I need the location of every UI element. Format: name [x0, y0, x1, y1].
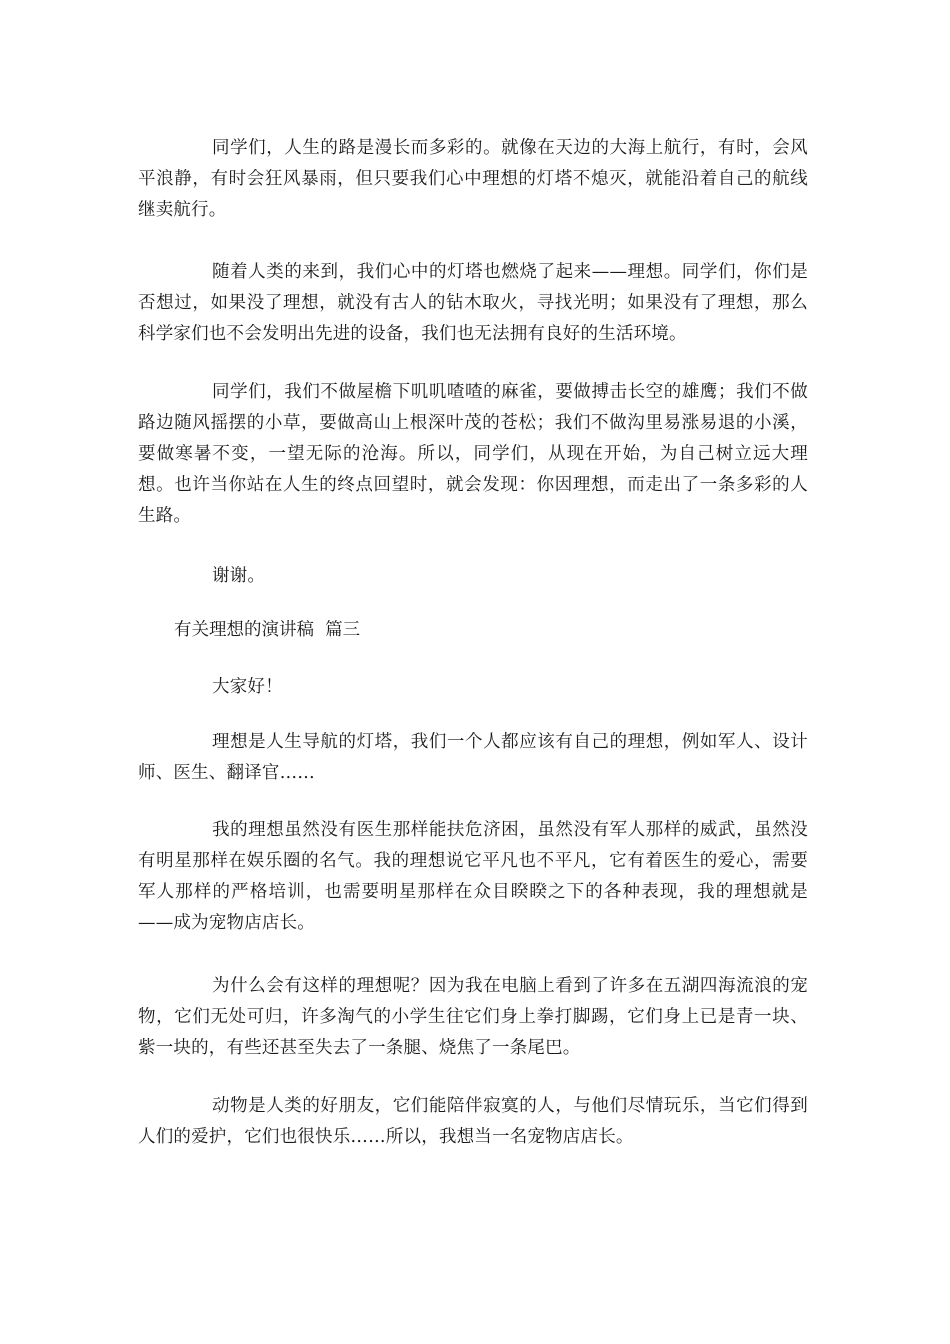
paragraph: 随着人类的来到，我们心中的灯塔也燃烧了起来——理想。同学们，你们是否想过，如果没了理想，就没有古人的钻木取火，寻找光明；如果没有了理想，那么科学家们也不会发明出先进的设备，我们也无法拥有良好的生活环境。 [138, 262, 808, 344]
paragraph: 同学们，人生的路是漫长而多彩的。就像在天边的大海上航行，有时，会风平浪静，有时会狂风暴雨，但只要我们心中理想的灯塔不熄灭，就能沿着自己的航线继卖航行。 [138, 138, 808, 220]
paragraph-greeting: 大家好！ [212, 677, 283, 697]
paragraph-closing: 谢谢。 [212, 566, 266, 586]
paragraph: 为什么会有这样的理想呢？因为我在电脑上看到了许多在五湖四海流浪的宠物，它们无处可归，许多淘气的小学生往它们身上拳打脚踢，它们身上已是青一块、紫一块的，有些还甚至失去了一条腿、烧焦了一条尾巴。 [138, 976, 808, 1058]
paragraph: 我的理想虽然没有医生那样能扶危济困，虽然没有军人那样的威武，虽然没有明星那样在娱乐圈的名气。我的理想说它平凡也不平凡，它有着医生的爱心，需要军人那样的严格培训，也需要明星那样在众目睽睽之下的各种表现，我的理想就是——成为宠物店店长。 [138, 820, 808, 933]
paragraph: 同学们，我们不做屋檐下叽叽喳喳的麻雀，要做搏击长空的雄鹰；我们不做路边随风摇摆的小草，要做高山上根深叶茂的苍松；我们不做沟里易涨易退的小溪，要做寒暑不变，一望无际的沧海。所以，同学们，从现在开始，为自己树立远大理想。也许当你站在人生的终点回望时，就会发现：你因理想，而走出了一条多彩的人生路。 [138, 382, 808, 526]
paragraph: 理想是人生导航的灯塔，我们一个人都应该有自己的理想，例如军人、设计师、医生、翻译官…… [138, 732, 808, 783]
paragraph: 动物是人类的好朋友，它们能陪伴寂寞的人，与他们尽情玩乐，当它们得到人们的爱护，它们也很快乐……所以，我想当一名宠物店店长。 [138, 1096, 808, 1147]
section-heading: 有关理想的演讲稿 篇三 [174, 620, 361, 640]
